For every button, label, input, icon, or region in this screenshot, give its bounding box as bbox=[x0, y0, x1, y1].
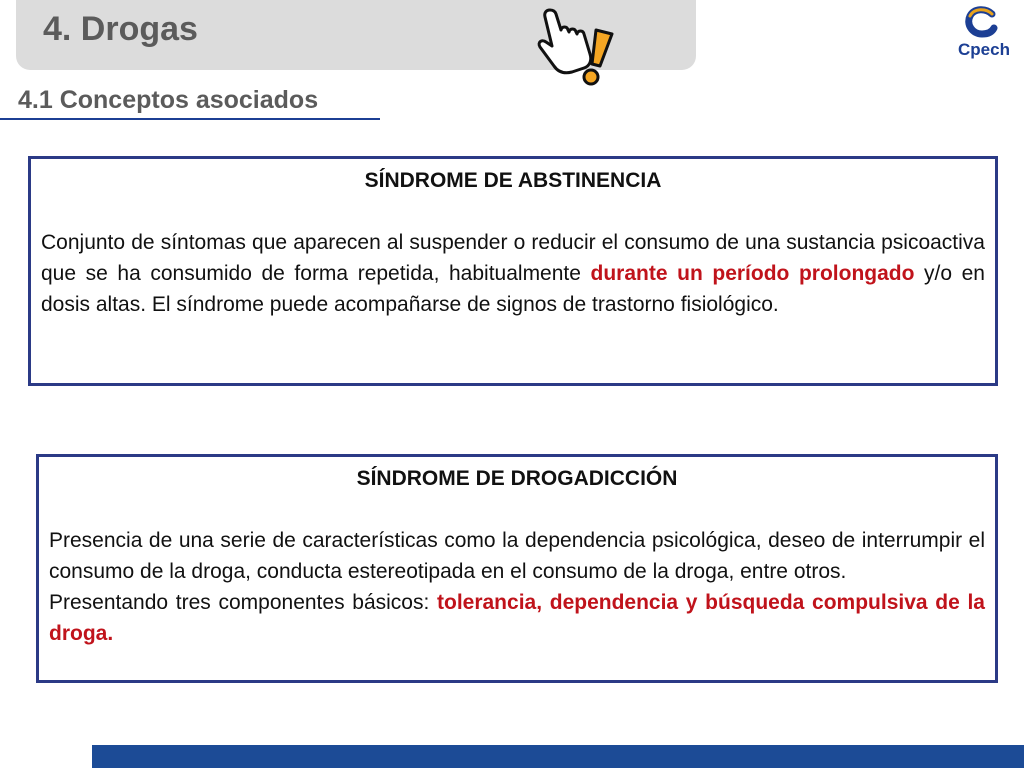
card-paragraph bbox=[49, 587, 985, 649]
section-subtitle: 4.1 Conceptos asociados bbox=[18, 86, 319, 114]
logo-text: Cpech bbox=[958, 40, 1010, 59]
card-highlight-text: tolerancia, dependencia y búsqueda compulsiva de la droga. bbox=[49, 591, 985, 645]
card-text: y/o en dosis altas. El síndrome puede acompañarse de signos de trastorno fisiológico. bbox=[41, 262, 985, 316]
footer-bar bbox=[92, 745, 1024, 768]
cpech-logo bbox=[952, 6, 1016, 62]
card-abstinencia bbox=[28, 156, 998, 386]
card-highlight-text: durante un período prolongado bbox=[590, 262, 915, 285]
card-text: Presentando tres componentes básicos: bbox=[49, 591, 437, 614]
cpech-logo-icon bbox=[952, 6, 1016, 42]
page-title: 4. Drogas bbox=[43, 10, 198, 48]
card-text: Conjunto de síntomas que aparecen al suspender o reducir el consumo de una sustancia psicoactiva que se ha consumido de forma repetida, habitualmente bbox=[41, 231, 985, 285]
card-paragraph bbox=[49, 525, 985, 587]
hand-exclamation-icon bbox=[536, 4, 620, 90]
card-text: Presencia de una serie de características como la dependencia psicológica, deseo de interrumpir el consumo de la droga, conducta estereotipada en el consumo de la droga, entre otros. bbox=[49, 529, 985, 583]
card-drogadiccion bbox=[36, 454, 998, 683]
card-paragraph bbox=[41, 227, 985, 320]
subtitle-underline bbox=[0, 118, 380, 120]
card-heading: SÍNDROME DE DROGADICCIÓN bbox=[356, 467, 678, 490]
card-heading: SÍNDROME DE ABSTINENCIA bbox=[364, 169, 662, 192]
